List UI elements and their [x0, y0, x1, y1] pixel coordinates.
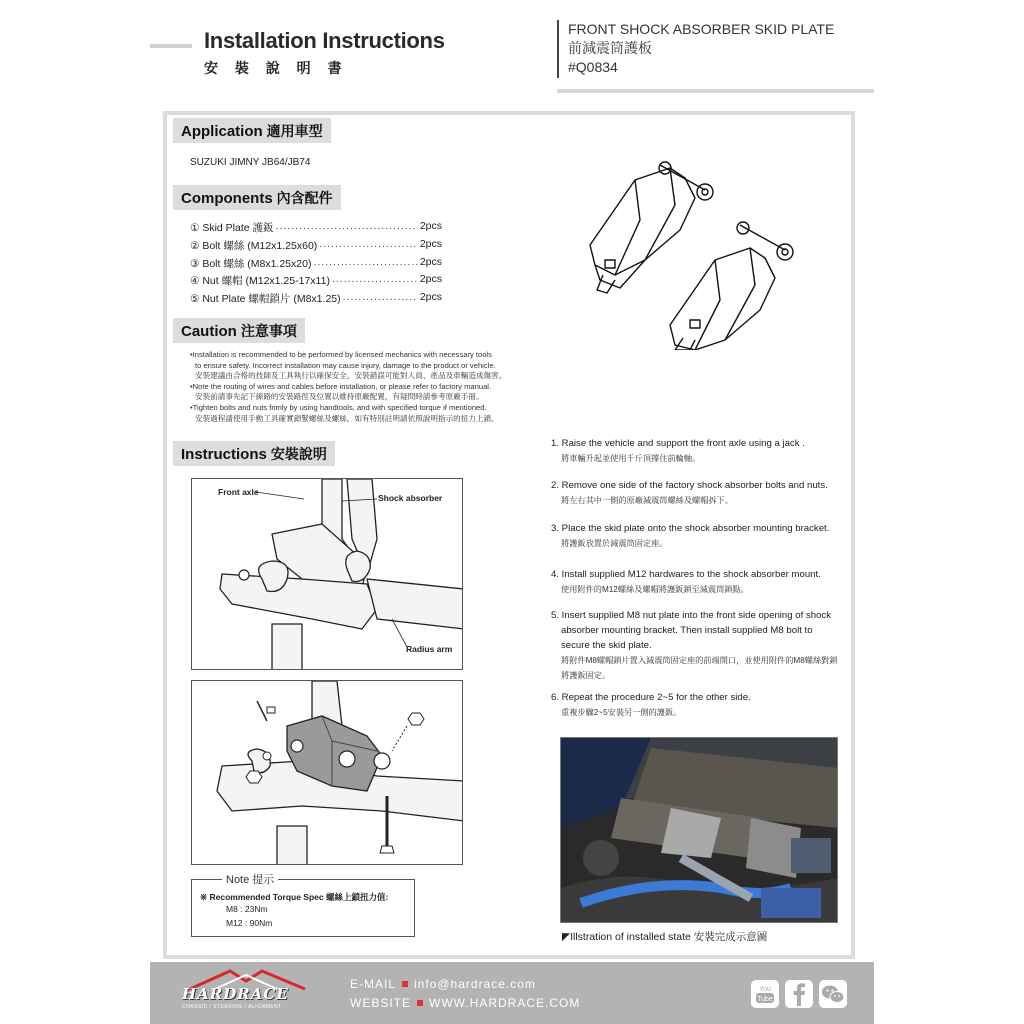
components-heading — [173, 185, 341, 210]
component-name: ④ Nut 螺帽 (M12x1.25-17x11) — [190, 275, 330, 287]
component-qty: 2pcs — [419, 291, 442, 303]
svg-text:You: You — [759, 986, 771, 993]
header-grey-bar — [557, 89, 874, 93]
component-item — [190, 238, 442, 253]
component-item — [190, 220, 442, 235]
label-front-axle: Front axle — [218, 487, 259, 497]
component-qty: 2pcs — [419, 256, 442, 268]
application-vehicle: SUZUKI JIMNY JB64/JB74 — [190, 157, 311, 168]
bullet-square — [417, 1000, 423, 1006]
caution-line: to ensure safety. Incorrect installation may cause injury, damage to the product or vehicle. — [195, 360, 496, 370]
page-title: Installation Instructions — [204, 28, 445, 53]
email-label: E-MAIL — [350, 977, 397, 991]
caution-heading-zh: 注意事項 — [240, 324, 297, 340]
application-heading — [173, 118, 331, 143]
instruction-step-6 — [551, 690, 851, 720]
instruction-step-5 — [551, 608, 841, 683]
step-text-zh: 將左右其中一側的原廠減震筒螺絲及螺帽拆下。 — [561, 496, 733, 505]
bullet-square — [402, 981, 408, 987]
leader-dots — [332, 273, 418, 288]
header-divider — [557, 20, 559, 78]
step-text-en: 4. Install supplied M12 hardwares to the shock absorber mount. — [551, 569, 821, 580]
facebook-icon[interactable] — [785, 980, 813, 1008]
brand-logo: HARDRACE — [182, 985, 289, 1003]
installed-state-photo — [560, 737, 838, 923]
brand-tagline: CHASSIS / STEERING / ALIGNMENT — [182, 1004, 282, 1010]
website-label: WEBSITE — [350, 996, 412, 1010]
component-qty: 2pcs — [419, 220, 442, 232]
product-name-zh: 前減震筒護板 — [568, 40, 652, 56]
leader-dots — [343, 291, 418, 306]
wechat-icon[interactable] — [819, 980, 847, 1008]
product-name-en: FRONT SHOCK ABSORBER SKID PLATE — [568, 21, 835, 37]
components-heading-en: Components — [181, 190, 273, 207]
instructions-heading-en: Instructions — [181, 446, 267, 463]
leader-dots — [276, 220, 418, 235]
caution-heading — [173, 318, 305, 343]
caution-line: 安裝建議由合格的技師及工具執行以確保安全，安裝錯誤可能對人員、產品及車輛造成傷害。 — [195, 371, 507, 381]
component-qty: 2pcs — [419, 273, 442, 285]
step-text-en: 6. Repeat the procedure 2~5 for the other side. — [551, 692, 751, 703]
email-link[interactable]: info@hardrace.com — [414, 977, 536, 991]
youtube-icon[interactable] — [751, 980, 779, 1008]
caution-text — [190, 350, 560, 424]
caution-line: •Note the routing of wires and cables before installation, or please refer to factory manual. — [190, 381, 492, 391]
diagram-before — [191, 478, 463, 670]
header-rule — [150, 44, 192, 48]
exploded-drawing — [192, 681, 463, 865]
step-text-zh: 將護鈑放置於減震筒固定座。 — [561, 539, 668, 548]
skid-plate-illustration — [575, 150, 845, 350]
caution-line: 安裝過程請使用手動工具確實鎖緊螺絲及螺絲，如有特別註明請依照說明指示的扭力上鎖。 — [195, 413, 499, 423]
label-shock-absorber: Shock absorber — [378, 493, 443, 503]
component-item — [190, 273, 442, 288]
diagram-exploded — [191, 680, 463, 865]
component-qty: 2pcs — [419, 238, 442, 250]
component-name: ① Skid Plate 護鈑 — [190, 222, 274, 234]
svg-text:Tube: Tube — [757, 996, 773, 1003]
component-name: ② Bolt 螺絲 (M12x1.25x60) — [190, 240, 318, 252]
torque-m8: M8 : 23Nm — [226, 904, 268, 914]
footer-email — [350, 977, 536, 991]
leader-dots — [313, 256, 417, 271]
instructions-heading — [173, 441, 335, 466]
step-text-en: 3. Place the skid plate onto the shock absorber mounting bracket. — [551, 523, 830, 534]
product-block — [568, 20, 834, 77]
step-text-en: 5. Insert supplied M8 nut plate into the front side opening of shock absorber mounting bracket. Then install supplied M8 bolt to secure the skid plate. — [551, 610, 831, 651]
application-heading-zh: 適用車型 — [266, 124, 323, 140]
step-text-zh: 重複步驟2~5安裝另一側的護鈑。 — [561, 708, 682, 717]
step-text-zh: 使用附件的M12螺絲及螺帽將護鈑鎖至減震筒鎖點。 — [561, 585, 749, 594]
photo-illustration — [561, 738, 838, 923]
website-link[interactable]: WWW.HARDRACE.COM — [429, 996, 581, 1010]
step-text-en: 2. Remove one side of the factory shock absorber bolts and nuts. — [551, 480, 828, 491]
photo-caption: ◤Illstration of installed state 安裝完成示意圖 — [562, 931, 768, 943]
page-subtitle: 安 裝 說 明 書 — [204, 61, 348, 77]
component-name: ⑤ Nut Plate 螺帽鎖片 (M8x1.25) — [190, 293, 341, 305]
note-box — [191, 879, 415, 937]
suspension-drawing — [192, 479, 463, 670]
caution-line: 安裝前請事先記下線路的安裝路徑及位置以維持原廠配置，有疑問時請參考原廠手冊。 — [195, 392, 484, 402]
components-heading-zh: 內含配件 — [276, 191, 333, 207]
footer-website — [350, 996, 580, 1010]
instruction-step-1 — [551, 436, 851, 466]
instructions-heading-zh: 安裝說明 — [270, 447, 327, 463]
application-heading-en: Application — [181, 123, 263, 140]
component-name: ③ Bolt 螺絲 (M8x1.25x20) — [190, 258, 312, 270]
caution-line: •Tighten bolts and nuts frimly by using handtools, and with specified torque if mentioned. — [190, 402, 487, 412]
label-radius-arm: Radius arm — [406, 644, 453, 654]
torque-m12: M12 : 90Nm — [226, 918, 273, 928]
step-text-zh: 將車輛升起並使用千斤頂撐住前輪軸。 — [561, 454, 701, 463]
step-text-zh: 將附件M8螺帽鎖片置入減震筒固定座的前端開口，並使用附件的M8螺絲對鎖將護鈑固定。 — [561, 656, 838, 680]
leader-dots — [319, 238, 418, 253]
part-number: #Q0834 — [568, 59, 618, 75]
instruction-step-4 — [551, 567, 851, 597]
instruction-step-2 — [551, 478, 851, 508]
step-text-en: 1. Raise the vehicle and support the front axle using a jack . — [551, 438, 805, 449]
component-item — [190, 291, 442, 306]
torque-spec-label: ※ Recommended Torque Spec 螺絲上鎖扭力值: — [200, 892, 389, 902]
caution-heading-en: Caution — [181, 323, 237, 340]
component-item — [190, 256, 442, 271]
note-title: Note 提示 — [222, 871, 278, 887]
instruction-step-3 — [551, 521, 851, 551]
caution-line: •Installation is recommended to be performed by licensed mechanics with necessary tools — [190, 350, 492, 359]
